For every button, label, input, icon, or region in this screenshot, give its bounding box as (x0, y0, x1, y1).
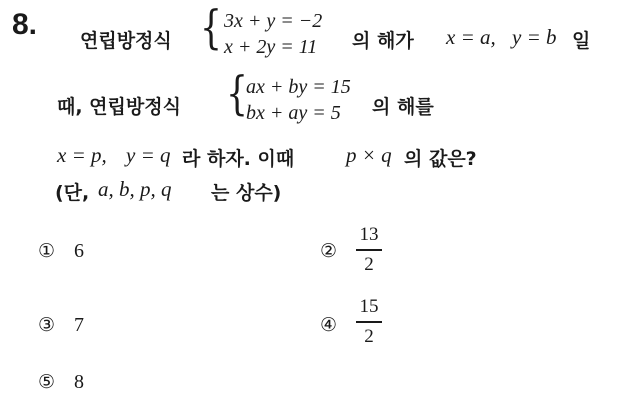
choice-1-mark[interactable]: ① (38, 240, 56, 262)
system2-brace: { (226, 66, 248, 120)
choice-5-mark[interactable]: ⑤ (38, 371, 56, 393)
line1-mid: 의 해가 (352, 30, 414, 52)
line3-text2: 의 값은? (404, 148, 477, 170)
system1-brace: { (200, 0, 222, 54)
choice-4-fraction-bar (356, 321, 382, 323)
choice-4-numerator: 15 (359, 296, 379, 317)
choice-2-fraction-bar (356, 249, 382, 251)
line3-sol-y: y = q (126, 143, 171, 167)
choice-4-mark[interactable]: ④ (320, 314, 338, 336)
line3-text1: 라 하자. 이때 (182, 148, 295, 170)
line1-prefix: 연립방정식 (80, 30, 172, 52)
line2-suffix: 의 해를 (372, 96, 434, 118)
choice-2-fraction[interactable] (356, 225, 382, 275)
choice-1-value[interactable]: 6 (74, 240, 84, 262)
line1-sol-x: x = a, (446, 25, 496, 49)
system1-eq2: x + 2y = 11 (224, 36, 318, 58)
line1-sol-y: y = b (512, 25, 557, 49)
problem-number: 8. (12, 8, 38, 41)
line2-prefix: 때, 연립방정식 (57, 96, 181, 118)
line4-open: (단, (55, 182, 90, 204)
choice-5-value[interactable]: 8 (74, 371, 84, 393)
line1-suffix: 일 (572, 30, 591, 52)
choice-2-mark[interactable]: ② (320, 240, 338, 262)
system2-eq1: ax + by = 15 (246, 76, 351, 98)
choice-4-fraction[interactable] (356, 297, 382, 347)
system2-eq2: bx + ay = 5 (246, 102, 341, 124)
line4-close: 는 상수) (211, 182, 282, 204)
choice-3-value[interactable]: 7 (74, 314, 84, 336)
line3-expr: p × q (346, 143, 392, 167)
choice-2-denominator: 2 (364, 253, 374, 275)
choice-3-mark[interactable]: ③ (38, 314, 56, 336)
line3-sol-x: x = p, (57, 143, 107, 167)
choice-2-numerator: 13 (359, 224, 379, 245)
choice-4-denominator: 2 (364, 325, 374, 347)
line4-vars: a, b, p, q (98, 177, 172, 201)
system1-eq1: 3x + y = −2 (224, 10, 323, 32)
